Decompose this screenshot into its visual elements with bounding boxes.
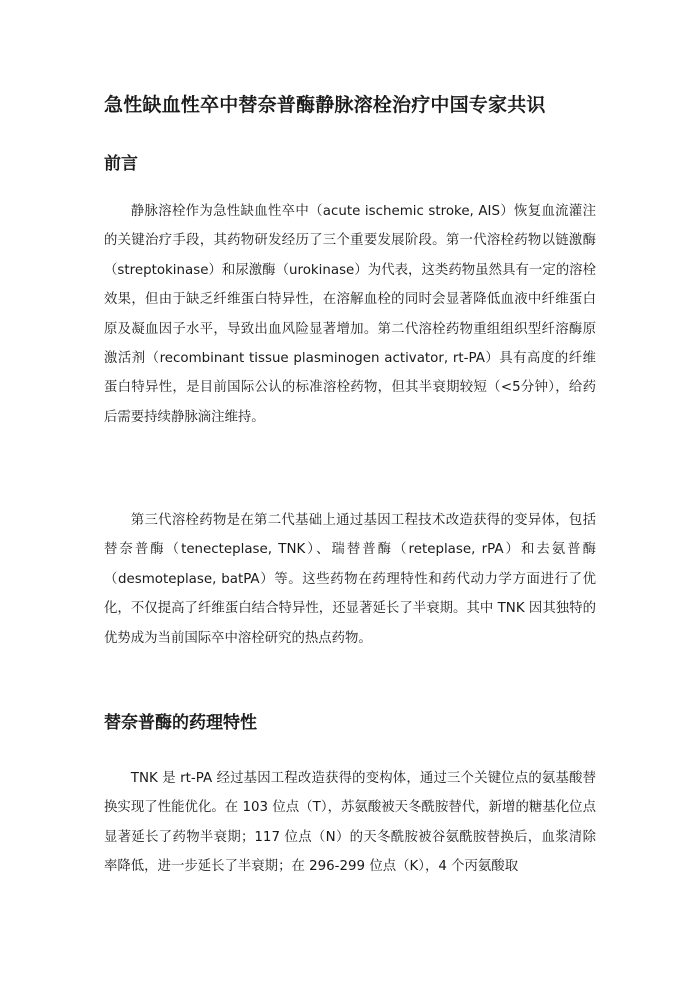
section-heading-preface: 前言 bbox=[104, 154, 138, 174]
section-heading-pharmacology: 替奈普酶的药理特性 bbox=[104, 713, 257, 733]
document-title: 急性缺血性卒中替奈普酶静脉溶栓治疗中国专家共识 bbox=[104, 94, 546, 116]
paragraph: 静脉溶栓作为急性缺血性卒中（acute ischemic stroke, AIS）恢复血流灌注的关键治疗手段，其药物研发经历了三个重要发展阶段。第一代溶栓药物以链激酶（streptokinase）和尿激酶（urokinase）为代表，这类药物虽然具有一定的溶栓效果，但由于缺乏纤维蛋白特异性，在溶解血栓的同时会显著降低血液中纤维蛋白原及凝血因子水平，导致出血风险显著增加。第二代溶栓药物重组组织型纤溶酶原激活剂（recombinant tissue plasminogen activator, rt-PA）具有高度的纤维蛋白特异性，是目前国际公认的标准溶栓药物，但其半衰期较短（<5分钟），给药后需要持续静脉滴注维持。 bbox=[104, 204, 596, 425]
paragraph: 第三代溶栓药物是在第二代基础上通过基因工程技术改造获得的变异体，包括替奈普酶（tenecteplase, TNK）、瑞替普酶（reteplase, rPA）和去氨普酶（desmoteplase, batPA）等。这些药物在药理特性和药代动力学方面进行了优化，不仅提高了纤维蛋白结合特异性，还显著延长了半衰期。其中 TNK 因其独特的优势成为当前国际卒中溶栓研究的热点药物。 bbox=[104, 513, 596, 646]
paragraph: TNK 是 rt-PA 经过基因工程改造获得的变构体，通过三个关键位点的氨基酸替换实现了性能优化。在 103 位点（T），苏氨酸被天冬酰胺替代，新增的糖基化位点显著延长了药物半衰期；117 位点（N）的天冬酰胺被谷氨酰胺替换后，血浆清除率降低，进一步延长了半衰期；在 296-299 位点（K），4 个丙氨酸取 bbox=[104, 771, 596, 875]
